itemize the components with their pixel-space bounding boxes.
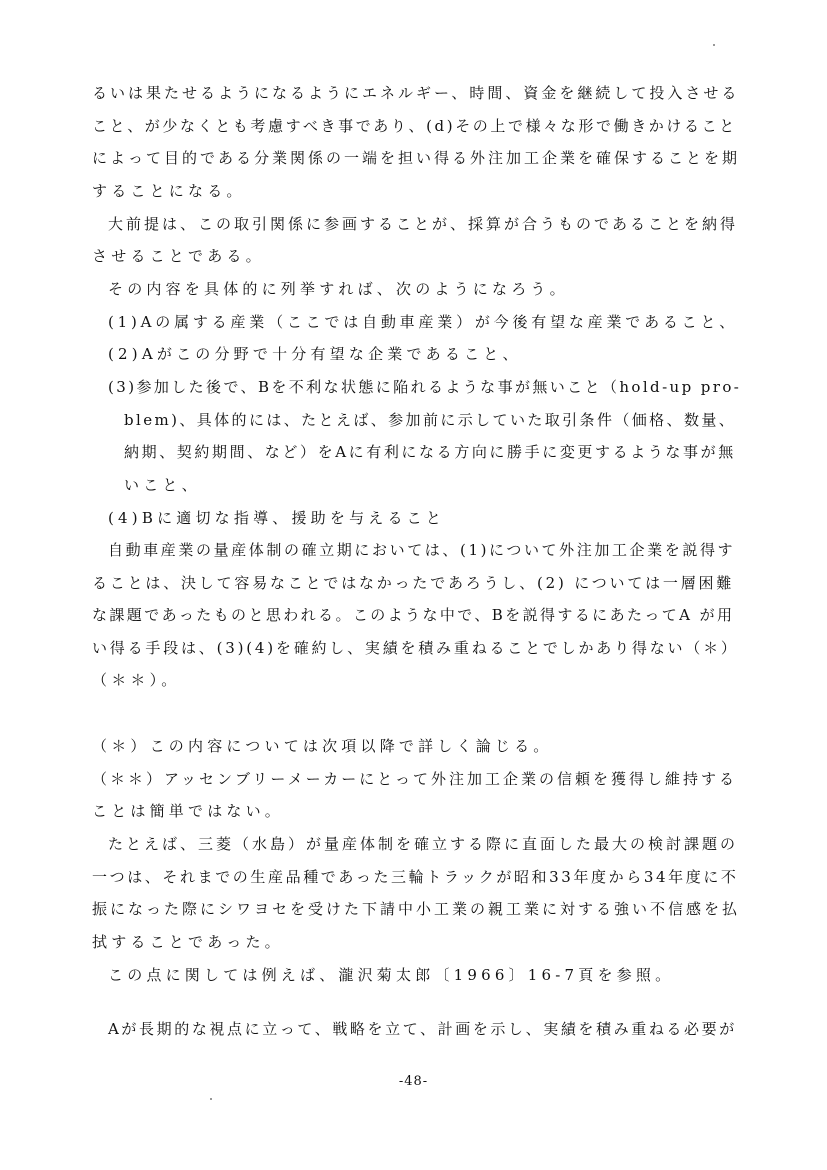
- text-line: な課題であったものと思われる。このような中で、Bを説得するにあたってA が用: [92, 606, 735, 624]
- footnote-line: たとえば、三菱（水島）が量産体制を確立する際に直面した最大の検討課題の: [108, 835, 739, 853]
- list-item: (4)Bに適切な指導、援助を与えること: [108, 509, 446, 527]
- text-line: い得る手段は、(3)(4)を確約し、実績を積み重ねることでしかあり得ない（＊）: [92, 639, 739, 657]
- footnote-line: 拭することであった。: [92, 933, 284, 951]
- text-line: ることは、決して容易なことではなかったであろうし、(2) については一層困難: [92, 574, 735, 592]
- list-item-continuation: blem)、具体的には、たとえば、参加前に示していた取引条件（価格、数量、: [124, 411, 737, 429]
- page-number: -48-: [398, 1074, 429, 1089]
- text-line: することになる。: [92, 182, 246, 200]
- footnote-line: 振になった際にシワヨセを受けた下請中小工業の親工業に対する強い不信感を払: [92, 900, 741, 918]
- footnote-line: この点に関しては例えば、瀧沢菊太郎〔1966〕16-7頁を参照。: [108, 966, 675, 984]
- scan-speck: [210, 1098, 212, 1100]
- text-line: こと、が少なくとも考慮すべき事であり、(d)その上で様々な形で働きかけること: [92, 117, 737, 135]
- list-item-continuation: いこと、: [124, 476, 201, 494]
- text-line: その内容を具体的に列挙すれば、次のようになろう。: [108, 280, 569, 298]
- scan-speck: [713, 44, 715, 46]
- footnote-line: （＊）この内容については次項以降で詳しく論じる。: [92, 737, 553, 755]
- text-line: させることである。: [92, 247, 265, 265]
- text-line: 自動車産業の量産体制の確立期においては、(1)について外注加工企業を説得す: [108, 541, 736, 559]
- footnote-line: （＊＊）アッセンブリーメーカーにとって外注加工企業の信頼を獲得し維持する: [92, 770, 738, 788]
- footnote-line: 一つは、それまでの生産品種であった三輪トラックが昭和33年度から34年度に不: [92, 868, 739, 886]
- text-line: Aが長期的な視点に立って、戦略を立て、計画を示し、実績を積み重ねる必要が: [108, 1020, 737, 1038]
- text-line: るいは果たせるようになるようにエネルギー、時間、資金を継続して投入させる: [92, 84, 740, 102]
- list-item-continuation: 納期、契約期間、など）をAに有利になる方向に勝手に変更するような事が無: [124, 443, 736, 461]
- footnote-line: ことは簡単ではない。: [92, 802, 285, 820]
- text-line: 大前提は、この取引関係に参画することが、採算が合うものであることを納得: [108, 215, 739, 233]
- text-line: （＊＊）。: [92, 671, 181, 689]
- list-item: (1)Aの属する産業（ここでは自動車産業）が今後有望な産業であること、: [108, 313, 739, 331]
- list-item: (3)参加した後で、Bを不利な状態に陥れるような事が無いこと（hold-up pro-: [108, 378, 742, 396]
- list-item: (2)Aがこの分野で十分有望な企業であること、: [108, 345, 522, 363]
- text-line: によって目的である分業関係の一端を担い得る外注加工企業を確保することを期: [92, 149, 741, 167]
